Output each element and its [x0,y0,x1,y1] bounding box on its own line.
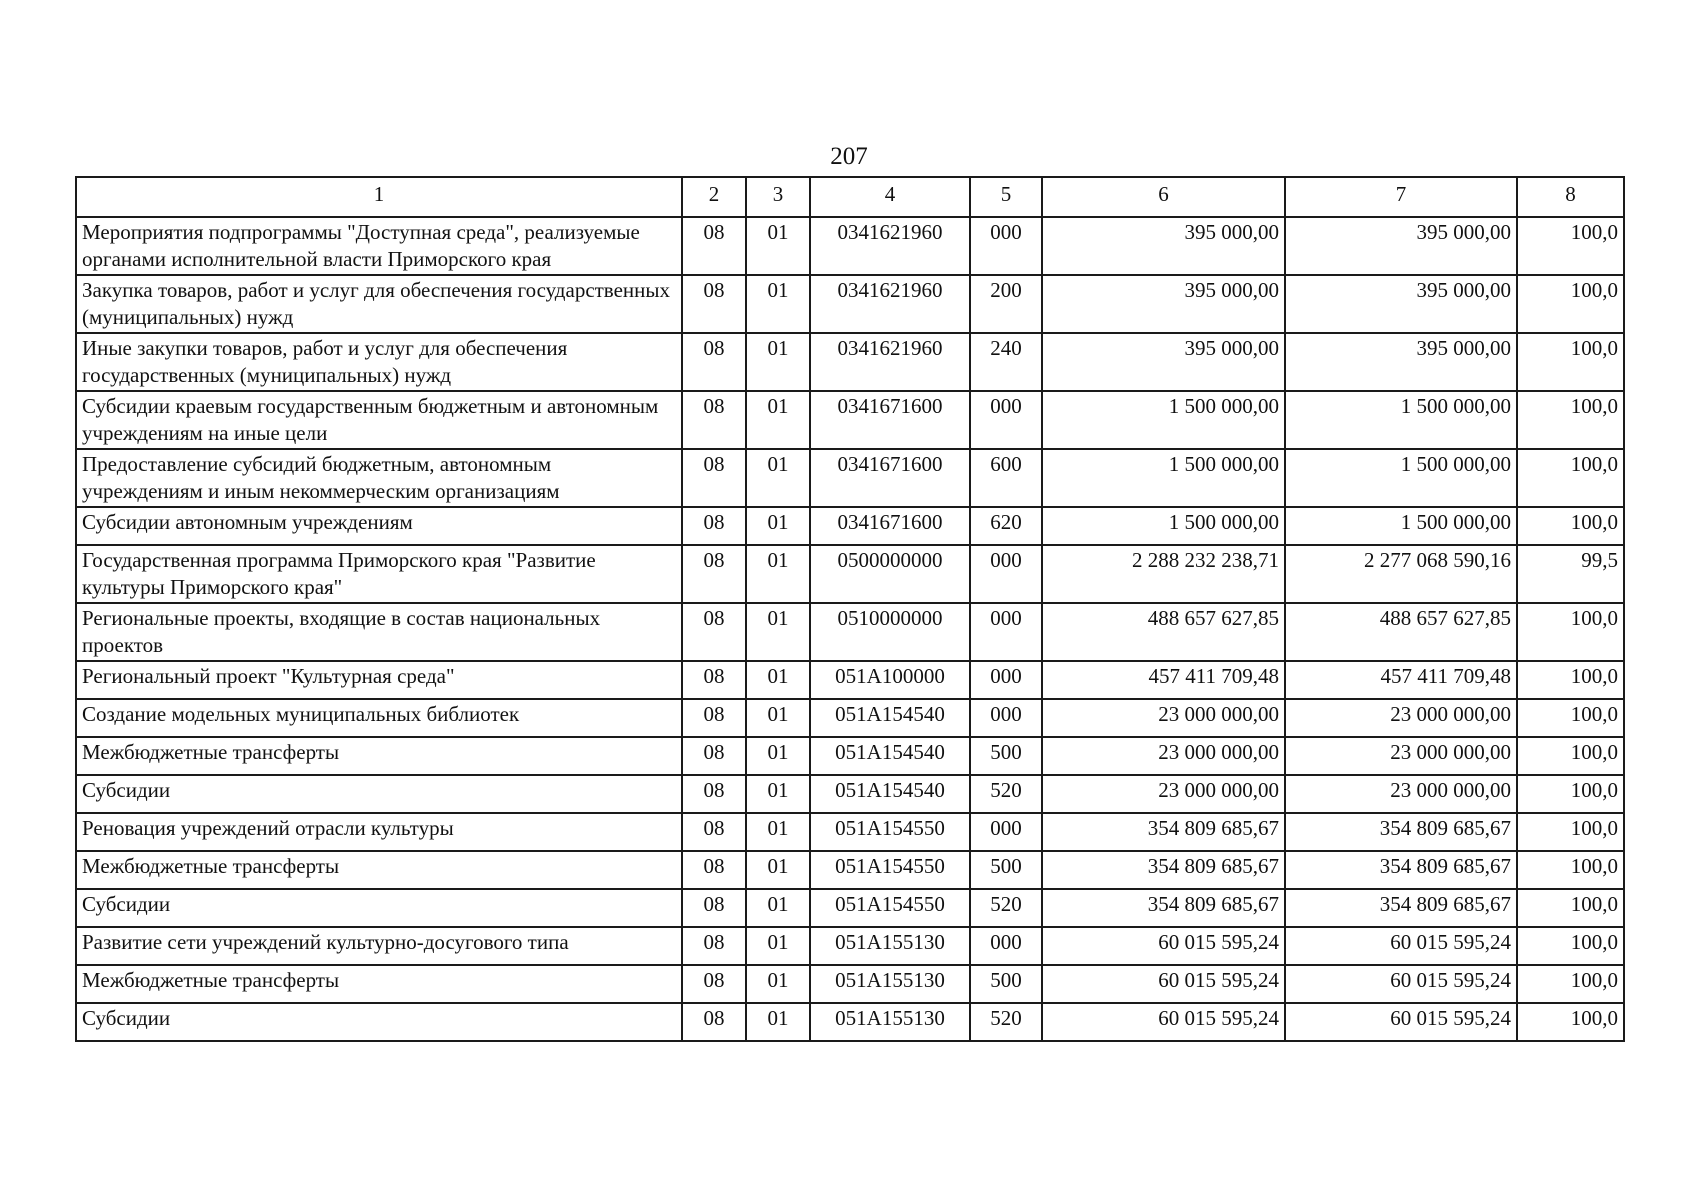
row-name-cell: Создание модельных муниципальных библиотек [76,699,682,737]
subsection-code-cell: 01 [746,333,810,391]
planned-amount-cell: 354 809 685,67 [1042,889,1285,927]
target-article-cell: 0341621960 [810,275,970,333]
executed-amount-cell: 354 809 685,67 [1285,813,1517,851]
subsection-code-cell: 01 [746,889,810,927]
table-row [76,661,1624,699]
executed-amount-cell: 1 500 000,00 [1285,449,1517,507]
subsection-code-cell: 01 [746,449,810,507]
expense-type-cell: 000 [970,927,1042,965]
target-article-cell: 0341671600 [810,391,970,449]
section-code-cell: 08 [682,603,746,661]
planned-amount-cell: 60 015 595,24 [1042,1003,1285,1041]
planned-amount-cell: 488 657 627,85 [1042,603,1285,661]
execution-percent-cell: 100,0 [1517,813,1624,851]
column-header: 5 [970,177,1042,217]
column-header: 7 [1285,177,1517,217]
executed-amount-cell: 23 000 000,00 [1285,737,1517,775]
planned-amount-cell: 60 015 595,24 [1042,927,1285,965]
subsection-code-cell: 01 [746,737,810,775]
expense-type-cell: 500 [970,737,1042,775]
column-header: 3 [746,177,810,217]
executed-amount-cell: 1 500 000,00 [1285,507,1517,545]
execution-percent-cell: 100,0 [1517,507,1624,545]
table-body [76,217,1624,1041]
execution-percent-cell: 100,0 [1517,889,1624,927]
section-code-cell: 08 [682,699,746,737]
executed-amount-cell: 60 015 595,24 [1285,927,1517,965]
target-article-cell: 051A154550 [810,851,970,889]
expense-type-cell: 000 [970,813,1042,851]
subsection-code-cell: 01 [746,775,810,813]
table-row [76,333,1624,391]
execution-percent-cell: 100,0 [1517,737,1624,775]
column-header: 1 [76,177,682,217]
row-name-cell: Субсидии краевым государственным бюджетным и автономным учреждениям на иные цели [76,391,682,449]
planned-amount-cell: 1 500 000,00 [1042,507,1285,545]
target-article-cell: 0341671600 [810,507,970,545]
subsection-code-cell: 01 [746,927,810,965]
table-row [76,391,1624,449]
planned-amount-cell: 457 411 709,48 [1042,661,1285,699]
section-code-cell: 08 [682,775,746,813]
expense-type-cell: 620 [970,507,1042,545]
target-article-cell: 051A154540 [810,775,970,813]
execution-percent-cell: 100,0 [1517,661,1624,699]
row-name-cell: Региональные проекты, входящие в состав национальных проектов [76,603,682,661]
table-row [76,275,1624,333]
section-code-cell: 08 [682,275,746,333]
table-row [76,851,1624,889]
execution-percent-cell: 100,0 [1517,1003,1624,1041]
expense-type-cell: 520 [970,889,1042,927]
row-name-cell: Государственная программа Приморского края "Развитие культуры Приморского края" [76,545,682,603]
executed-amount-cell: 354 809 685,67 [1285,851,1517,889]
section-code-cell: 08 [682,449,746,507]
planned-amount-cell: 1 500 000,00 [1042,449,1285,507]
table-row [76,775,1624,813]
expense-type-cell: 500 [970,851,1042,889]
execution-percent-cell: 100,0 [1517,333,1624,391]
row-name-cell: Субсидии [76,1003,682,1041]
subsection-code-cell: 01 [746,275,810,333]
executed-amount-cell: 395 000,00 [1285,333,1517,391]
executed-amount-cell: 354 809 685,67 [1285,889,1517,927]
planned-amount-cell: 395 000,00 [1042,275,1285,333]
planned-amount-cell: 23 000 000,00 [1042,699,1285,737]
planned-amount-cell: 1 500 000,00 [1042,391,1285,449]
table-row [76,699,1624,737]
section-code-cell: 08 [682,661,746,699]
row-name-cell: Мероприятия подпрограммы "Доступная среда", реализуемые органами исполнительной власти Приморского края [76,217,682,275]
target-article-cell: 0510000000 [810,603,970,661]
target-article-cell: 0500000000 [810,545,970,603]
expense-type-cell: 000 [970,603,1042,661]
execution-percent-cell: 99,5 [1517,545,1624,603]
executed-amount-cell: 1 500 000,00 [1285,391,1517,449]
execution-percent-cell: 100,0 [1517,449,1624,507]
row-name-cell: Закупка товаров, работ и услуг для обеспечения государственных (муниципальных) нужд [76,275,682,333]
subsection-code-cell: 01 [746,217,810,275]
row-name-cell: Субсидии [76,775,682,813]
table-header [76,177,1624,217]
executed-amount-cell: 60 015 595,24 [1285,965,1517,1003]
executed-amount-cell: 488 657 627,85 [1285,603,1517,661]
execution-percent-cell: 100,0 [1517,391,1624,449]
budget-table [75,176,1625,1042]
target-article-cell: 051A155130 [810,1003,970,1041]
planned-amount-cell: 60 015 595,24 [1042,965,1285,1003]
table-row [76,217,1624,275]
section-code-cell: 08 [682,545,746,603]
row-name-cell: Иные закупки товаров, работ и услуг для обеспечения государственных (муниципальных) нужд [76,333,682,391]
target-article-cell: 0341621960 [810,217,970,275]
table-row [76,603,1624,661]
subsection-code-cell: 01 [746,545,810,603]
table-row [76,1003,1624,1041]
subsection-code-cell: 01 [746,1003,810,1041]
row-name-cell: Субсидии автономным учреждениям [76,507,682,545]
section-code-cell: 08 [682,813,746,851]
section-code-cell: 08 [682,217,746,275]
execution-percent-cell: 100,0 [1517,275,1624,333]
executed-amount-cell: 457 411 709,48 [1285,661,1517,699]
table-row [76,965,1624,1003]
column-header: 4 [810,177,970,217]
planned-amount-cell: 23 000 000,00 [1042,775,1285,813]
planned-amount-cell: 2 288 232 238,71 [1042,545,1285,603]
table-row [76,737,1624,775]
planned-amount-cell: 354 809 685,67 [1042,851,1285,889]
table-row [76,449,1624,507]
execution-percent-cell: 100,0 [1517,217,1624,275]
expense-type-cell: 000 [970,217,1042,275]
page-number: 207 [830,143,868,170]
execution-percent-cell: 100,0 [1517,965,1624,1003]
subsection-code-cell: 01 [746,813,810,851]
planned-amount-cell: 354 809 685,67 [1042,813,1285,851]
target-article-cell: 0341621960 [810,333,970,391]
row-name-cell: Реновация учреждений отрасли культуры [76,813,682,851]
expense-type-cell: 500 [970,965,1042,1003]
planned-amount-cell: 395 000,00 [1042,217,1285,275]
executed-amount-cell: 23 000 000,00 [1285,775,1517,813]
executed-amount-cell: 395 000,00 [1285,217,1517,275]
execution-percent-cell: 100,0 [1517,699,1624,737]
table-row [76,889,1624,927]
expense-type-cell: 000 [970,545,1042,603]
executed-amount-cell: 2 277 068 590,16 [1285,545,1517,603]
subsection-code-cell: 01 [746,965,810,1003]
row-name-cell: Межбюджетные трансферты [76,851,682,889]
execution-percent-cell: 100,0 [1517,927,1624,965]
section-code-cell: 08 [682,507,746,545]
expense-type-cell: 000 [970,661,1042,699]
expense-type-cell: 520 [970,1003,1042,1041]
planned-amount-cell: 23 000 000,00 [1042,737,1285,775]
expense-type-cell: 200 [970,275,1042,333]
row-name-cell: Предоставление субсидий бюджетным, автономным учреждениям и иным некоммерческим организациям [76,449,682,507]
executed-amount-cell: 395 000,00 [1285,275,1517,333]
column-header: 8 [1517,177,1624,217]
table-row [76,507,1624,545]
subsection-code-cell: 01 [746,851,810,889]
target-article-cell: 051A154540 [810,699,970,737]
row-name-cell: Региональный проект "Культурная среда" [76,661,682,699]
section-code-cell: 08 [682,737,746,775]
target-article-cell: 051A100000 [810,661,970,699]
table-row [76,545,1624,603]
section-code-cell: 08 [682,391,746,449]
execution-percent-cell: 100,0 [1517,603,1624,661]
target-article-cell: 051A154540 [810,737,970,775]
row-name-cell: Развитие сети учреждений культурно-досугового типа [76,927,682,965]
executed-amount-cell: 60 015 595,24 [1285,1003,1517,1041]
target-article-cell: 0341671600 [810,449,970,507]
expense-type-cell: 240 [970,333,1042,391]
table-row [76,927,1624,965]
target-article-cell: 051A154550 [810,889,970,927]
row-name-cell: Межбюджетные трансферты [76,737,682,775]
row-name-cell: Межбюджетные трансферты [76,965,682,1003]
execution-percent-cell: 100,0 [1517,775,1624,813]
execution-percent-cell: 100,0 [1517,851,1624,889]
target-article-cell: 051A155130 [810,965,970,1003]
subsection-code-cell: 01 [746,699,810,737]
subsection-code-cell: 01 [746,661,810,699]
expense-type-cell: 520 [970,775,1042,813]
subsection-code-cell: 01 [746,507,810,545]
expense-type-cell: 600 [970,449,1042,507]
subsection-code-cell: 01 [746,391,810,449]
section-code-cell: 08 [682,889,746,927]
section-code-cell: 08 [682,851,746,889]
expense-type-cell: 000 [970,699,1042,737]
column-header: 2 [682,177,746,217]
table-row [76,813,1624,851]
expense-type-cell: 000 [970,391,1042,449]
target-article-cell: 051A155130 [810,927,970,965]
section-code-cell: 08 [682,927,746,965]
subsection-code-cell: 01 [746,603,810,661]
column-number-row [76,177,1624,217]
planned-amount-cell: 395 000,00 [1042,333,1285,391]
row-name-cell: Субсидии [76,889,682,927]
column-header: 6 [1042,177,1285,217]
target-article-cell: 051A154550 [810,813,970,851]
section-code-cell: 08 [682,965,746,1003]
executed-amount-cell: 23 000 000,00 [1285,699,1517,737]
section-code-cell: 08 [682,1003,746,1041]
section-code-cell: 08 [682,333,746,391]
